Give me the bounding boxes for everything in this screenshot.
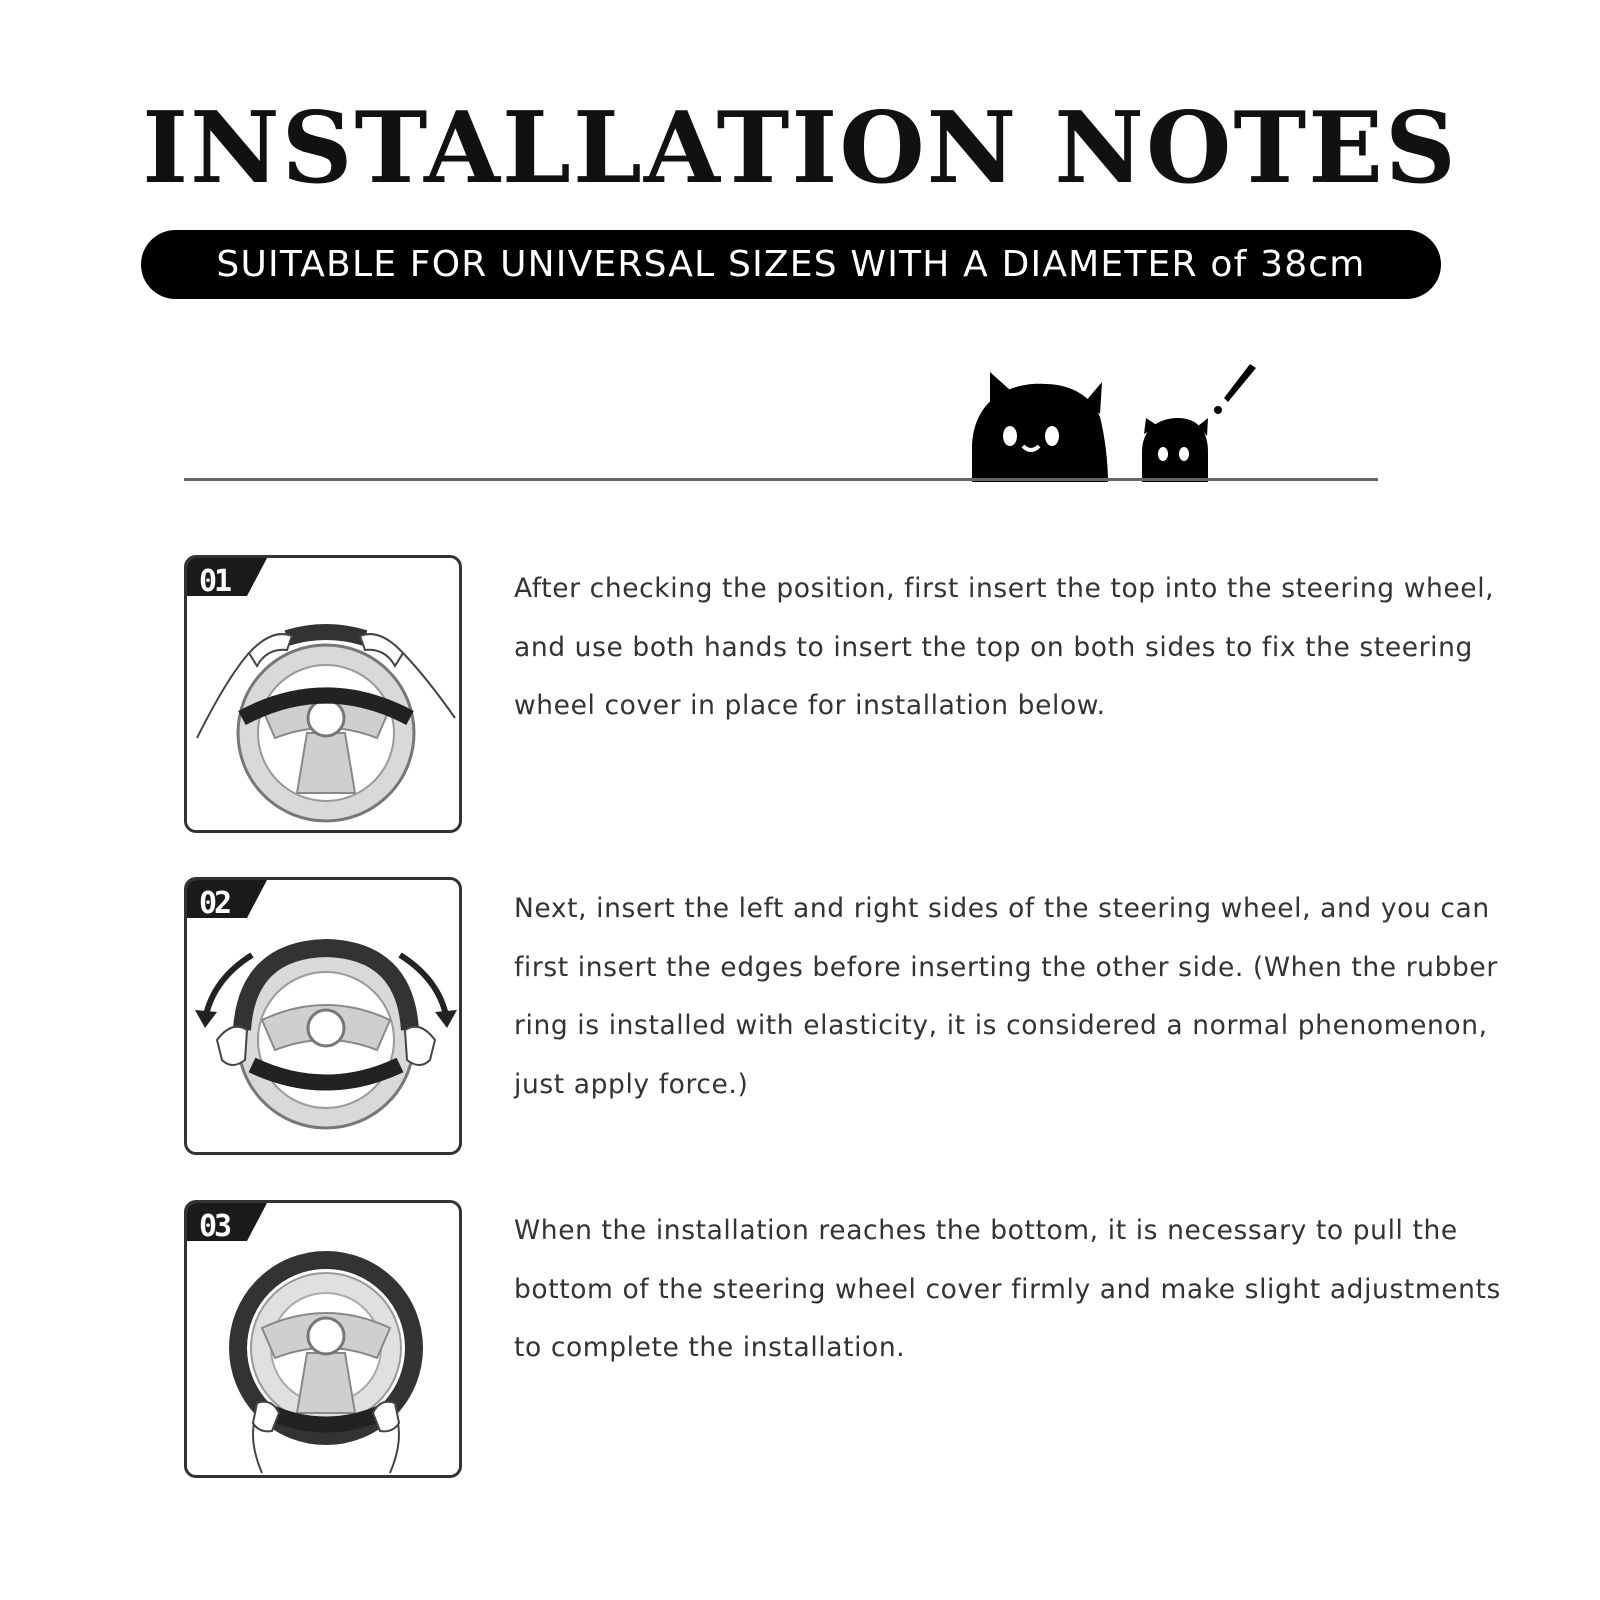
step-number: 01 (199, 564, 230, 599)
peeking-critters-icon (960, 362, 1260, 482)
step-2-card (184, 877, 462, 1155)
steering-wheel-bottom-install-icon (187, 1203, 462, 1478)
steering-wheel-top-install-icon (187, 558, 462, 833)
step-1-card (184, 555, 462, 833)
step-3-card (184, 1200, 462, 1478)
page-title: INSTALLATION NOTES (142, 91, 1458, 206)
step-3-text: When the installation reaches the bottom, it is necessary to pull the bottom of the steering wheel cover firmly and make slight adjustments to complete the installation. (514, 1215, 1501, 1363)
step-1-text: After checking the position, first insert the top into the steering wheel, and use both hands to insert the top on both sides to fix the steering wheel cover in place for installation below. (514, 573, 1495, 721)
subtitle-banner: SUITABLE FOR UNIVERSAL SIZES WITH A DIAMETER of 38cm (141, 230, 1441, 299)
step-2-text: Next, insert the left and right sides of the steering wheel, and you can first insert the edges before inserting the other side. (When the rubber ring is installed with elasticity, it is considered a normal phenomenon, just apply force.) (514, 893, 1498, 1100)
divider-line (184, 478, 1378, 481)
step-number: 03 (199, 1209, 230, 1244)
steering-wheel-sides-install-icon (187, 880, 462, 1155)
step-number: 02 (199, 886, 230, 921)
